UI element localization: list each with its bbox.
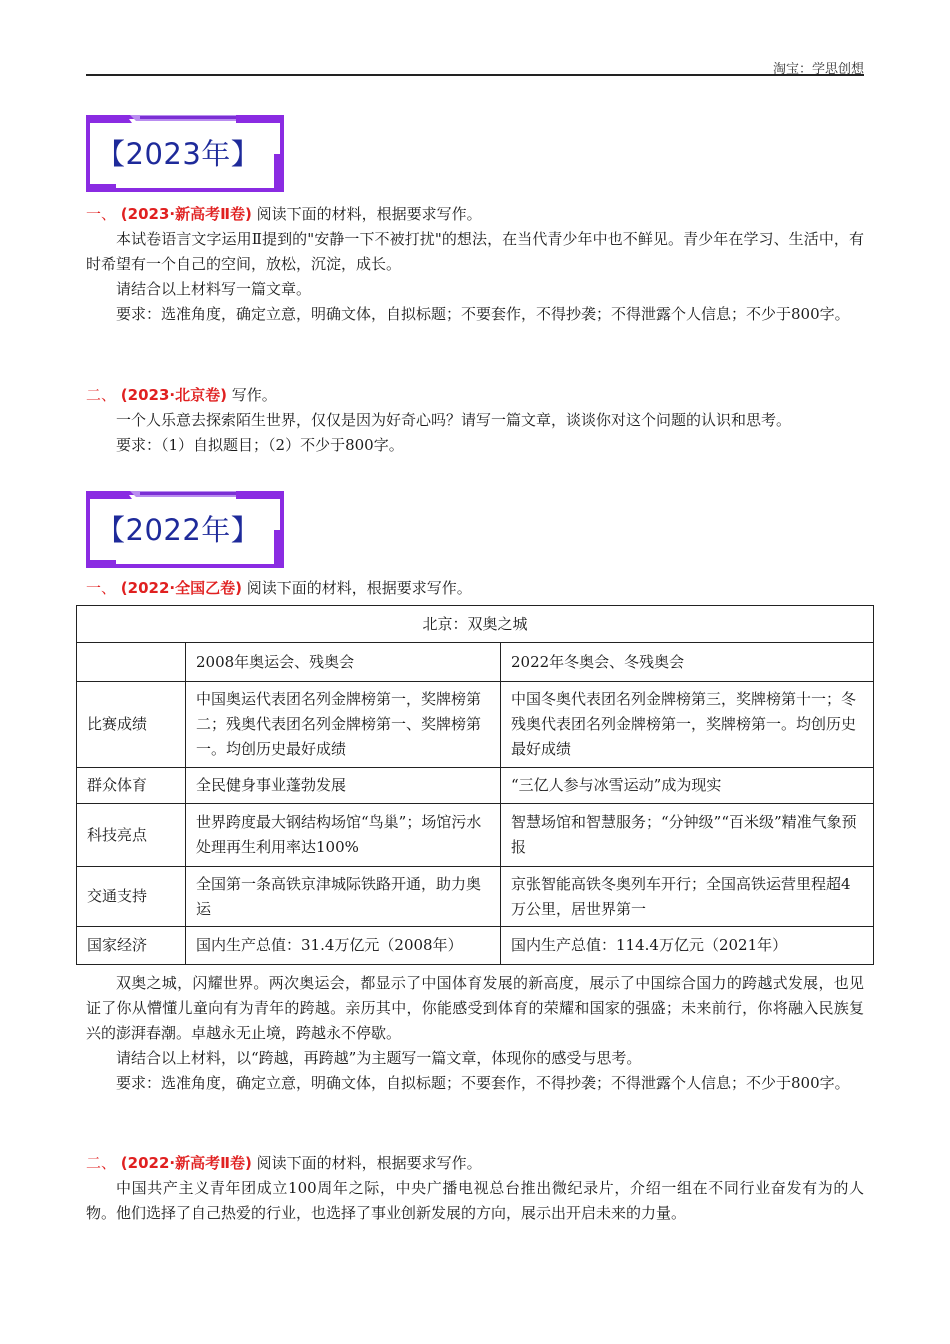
table-header-cell: [77, 643, 186, 682]
paragraph: 要求：选准角度，确定立意，明确文体，自拟标题；不要套作，不得抄袭；不得泄露个人信息；不少于800字。: [116, 1074, 850, 1092]
paragraph: 要求：选准角度，确定立意，明确文体，自拟标题；不要套作，不得抄袭；不得泄露个人信息；不少于800字。: [116, 305, 850, 323]
question-2023-1: [86, 202, 864, 327]
table-cell: 世界跨度最大钢结构场馆“鸟巢”；场馆污水处理再生利用率达100%: [186, 804, 501, 867]
question-source: (2023·北京卷): [120, 386, 227, 404]
paragraph: 中国共产主义青年团成立100周年之际，中央广播电视总台推出微纪录片，介绍一组在不同行业奋发有为的人物。他们选择了自己热爱的行业，也选择了事业创新发展的方向，展示出开启未来的力量。: [86, 1179, 864, 1222]
question-heading: [86, 1151, 864, 1176]
table-row: [77, 768, 874, 804]
table-row: [77, 804, 874, 867]
table-cell: 中国奥运代表团名列金牌榜第一，奖牌榜第二；残奥代表团名列金牌榜第一、奖牌榜第一。均创历史最好成绩: [186, 682, 501, 768]
table-row: [77, 927, 874, 965]
table-title-row: [77, 606, 874, 643]
header-divider: [86, 74, 864, 76]
question-number: 二、: [86, 1154, 117, 1172]
table-row: [77, 867, 874, 927]
question-instruction: 阅读下面的材料，根据要求写作。: [246, 579, 472, 597]
table-cell: 全国第一条高铁京津城际铁路开通，助力奥运: [186, 867, 501, 927]
olympics-comparison-table: [76, 605, 874, 965]
question-2023-2: [86, 383, 864, 458]
question-number: 一、: [86, 579, 117, 597]
row-label: 比赛成绩: [77, 682, 186, 768]
question-2022-2: [86, 1151, 864, 1226]
table-cell: 全民健身事业蓬勃发展: [186, 768, 501, 804]
table-title: 北京：双奥之城: [77, 606, 874, 643]
row-label: 群众体育: [77, 768, 186, 804]
table-cell: 国内生产总值：31.4万亿元（2008年）: [186, 927, 501, 965]
question-heading: [86, 202, 864, 227]
table-cell: 京张智能高铁冬奥列车开行；全国高铁运营里程超4万公里，居世界第一: [501, 867, 874, 927]
row-label: 国家经济: [77, 927, 186, 965]
year-banner-2022: [86, 490, 284, 568]
question-number: 一、: [86, 205, 117, 223]
table-row: [77, 682, 874, 768]
table-cell: 中国冬奥代表团名列金牌榜第三，奖牌榜第十一；冬残奥代表团名列金牌榜第一，奖牌榜第一。均创历史最好成绩: [501, 682, 874, 768]
question-heading: [86, 383, 864, 408]
table-header-cell: 2008年奥运会、残奥会: [186, 643, 501, 682]
paragraph: 一个人乐意去探索陌生世界，仅仅是因为好奇心吗？请写一篇文章，谈谈你对这个问题的认识和思考。: [116, 411, 792, 429]
table-cell: 智慧场馆和智慧服务；“分钟级”“百米级”精准气象预报: [501, 804, 874, 867]
row-label: 交通支持: [77, 867, 186, 927]
question-instruction: 阅读下面的材料，根据要求写作。: [256, 205, 482, 223]
paragraph: 请结合以上材料写一篇文章。: [116, 280, 312, 298]
paragraph: 要求：（1）自拟题目；（2）不少于800字。: [116, 436, 404, 454]
paragraph: 双奥之城，闪耀世界。两次奥运会，都显示了中国体育发展的新高度，展示了中国综合国力的跨越式发展，也见证了你从懵懂儿童向有为青年的跨越。亲历其中，你能感受到体育的荣耀和国家的强盛；未来前行，你将融入民族复兴的澎湃春潮。卓越永无止境，跨越永不停歇。: [86, 974, 864, 1042]
row-label: 科技亮点: [77, 804, 186, 867]
question-instruction: 写作。: [231, 386, 277, 404]
table-header-row: [77, 643, 874, 682]
year-label: 【2023年】: [96, 137, 261, 171]
table-cell: “三亿人参与冰雪运动”成为现实: [501, 768, 874, 804]
question-source: (2022·新高考Ⅱ卷): [120, 1154, 252, 1172]
question-2022-1-body: [86, 971, 864, 1096]
table-header-cell: 2022年冬奥会、冬残奥会: [501, 643, 874, 682]
question-source: (2023·新高考Ⅱ卷): [120, 205, 252, 223]
question-source: (2022·全国乙卷): [120, 579, 242, 597]
paragraph: 请结合以上材料，以“跨越，再跨越”为主题写一篇文章，体现你的感受与思考。: [116, 1049, 642, 1067]
question-instruction: 阅读下面的材料，根据要求写作。: [256, 1154, 482, 1172]
question-number: 二、: [86, 386, 117, 404]
year-label: 【2022年】: [96, 513, 261, 547]
page-header-text: 淘宝：学思创想: [772, 62, 864, 77]
question-heading: [86, 576, 864, 601]
year-banner-2023: [86, 114, 284, 192]
question-2022-1-heading: [86, 576, 864, 601]
table-cell: 国内生产总值：114.4万亿元（2021年）: [501, 927, 874, 965]
paragraph: 本试卷语言文字运用Ⅱ提到的"安静一下不被打扰"的想法，在当代青少年中也不鲜见。青少年在学习、生活中，有时希望有一个自己的空间，放松，沉淀，成长。: [86, 230, 864, 273]
